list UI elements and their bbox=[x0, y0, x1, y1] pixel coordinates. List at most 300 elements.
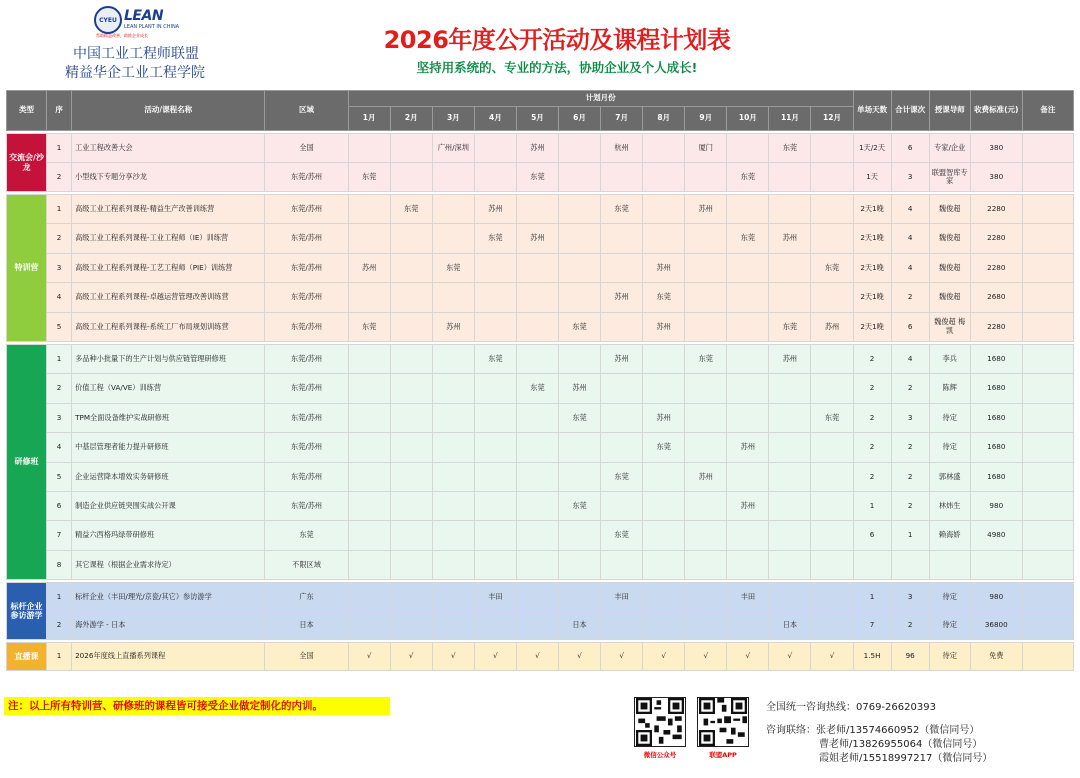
app-qr-code[interactable] bbox=[697, 697, 749, 747]
month-cell: 东莞 bbox=[516, 163, 558, 192]
month-cell bbox=[643, 195, 685, 224]
month-cell bbox=[811, 433, 853, 462]
course-name-cell: 企业运营降本增效实务研修班 bbox=[72, 462, 265, 491]
fee-cell: 2280 bbox=[970, 253, 1022, 282]
month-cell bbox=[559, 163, 601, 192]
month-cell: √ bbox=[601, 643, 643, 671]
month-cell bbox=[348, 195, 390, 224]
month-cell bbox=[811, 163, 853, 192]
month-cell: 东莞 bbox=[348, 163, 390, 192]
sessions-cell: 3 bbox=[891, 583, 929, 612]
remark-cell bbox=[1022, 224, 1073, 253]
wechat-qr-code[interactable] bbox=[634, 697, 686, 747]
contact-person-1: 咨询联络：张老师/13574660952（微信同号） bbox=[766, 725, 980, 736]
month-cell: 东莞 bbox=[727, 163, 769, 192]
month-cell bbox=[516, 611, 558, 640]
course-name-cell: 小型线下专题分享沙龙 bbox=[72, 163, 265, 192]
days-cell: 2天1晚 bbox=[853, 224, 891, 253]
month-cell bbox=[685, 433, 727, 462]
table-row bbox=[7, 521, 1074, 550]
month-cell bbox=[474, 374, 516, 403]
month-cell bbox=[474, 521, 516, 550]
days-cell: 2 bbox=[853, 403, 891, 432]
month-cell bbox=[769, 491, 811, 520]
month-cell bbox=[432, 403, 474, 432]
table-row bbox=[7, 433, 1074, 462]
fee-cell: 1680 bbox=[970, 433, 1022, 462]
month-cell bbox=[769, 163, 811, 192]
month-cell bbox=[685, 374, 727, 403]
month-cell: √ bbox=[727, 643, 769, 671]
month-cell bbox=[685, 550, 727, 579]
month-cell: 东莞 bbox=[601, 195, 643, 224]
month-cell bbox=[643, 374, 685, 403]
month-cell bbox=[516, 195, 558, 224]
month-cell: 东莞 bbox=[601, 462, 643, 491]
course-name-cell: 高级工业工程系列课程-工艺工程师（PIE）训练营 bbox=[72, 253, 265, 282]
month-cell bbox=[685, 283, 727, 312]
course-name-cell: 其它课程（根据企业需求待定） bbox=[72, 550, 265, 579]
region-cell: 东莞/苏州 bbox=[265, 253, 348, 282]
month-cell bbox=[811, 195, 853, 224]
teacher-cell bbox=[929, 550, 970, 579]
month-cell bbox=[390, 134, 432, 163]
month-cell: 苏州 bbox=[474, 195, 516, 224]
month-cell bbox=[811, 491, 853, 520]
month-cell bbox=[348, 374, 390, 403]
month-cell: 日本 bbox=[559, 611, 601, 640]
course-name-cell: 高级工业工程系列课程-精益生产改善训练营 bbox=[72, 195, 265, 224]
remark-cell bbox=[1022, 403, 1073, 432]
month-cell bbox=[769, 195, 811, 224]
month-cell: √ bbox=[390, 643, 432, 671]
month-cell bbox=[559, 521, 601, 550]
month-cell bbox=[559, 433, 601, 462]
days-cell: 2天1晚 bbox=[853, 312, 891, 341]
month-cell bbox=[390, 433, 432, 462]
category-cell: 直播课 bbox=[7, 643, 47, 671]
seq-cell: 5 bbox=[47, 312, 72, 341]
seq-cell: 1 bbox=[47, 134, 72, 163]
course-name-cell: 价值工程（VA/VE）训练营 bbox=[72, 374, 265, 403]
month-cell bbox=[390, 462, 432, 491]
month-cell: 苏州 bbox=[601, 344, 643, 373]
month-cell bbox=[769, 433, 811, 462]
customization-note: 注：以上所有特训营、研修班的课程皆可接受企业做定制化的内训。 bbox=[4, 697, 390, 715]
table-row bbox=[7, 550, 1074, 579]
category-cell: 研修班 bbox=[7, 344, 47, 579]
month-cell bbox=[769, 283, 811, 312]
teacher-cell: 待定 bbox=[929, 433, 970, 462]
teacher-cell: 魏俊超 bbox=[929, 253, 970, 282]
region-cell: 不限区域 bbox=[265, 550, 348, 579]
seq-cell: 3 bbox=[47, 253, 72, 282]
teacher-cell: 待定 bbox=[929, 611, 970, 640]
col-month: 11月 bbox=[769, 107, 811, 131]
page-subtitle: 坚持用系统的、专业的方法，协助企业及个人成长! bbox=[416, 60, 698, 75]
col-region: 区域 bbox=[265, 91, 348, 131]
month-cell bbox=[390, 283, 432, 312]
month-cell: √ bbox=[348, 643, 390, 671]
remark-cell bbox=[1022, 374, 1073, 403]
month-cell: 东莞 bbox=[474, 224, 516, 253]
month-cell bbox=[516, 521, 558, 550]
col-teacher: 授课导师 bbox=[929, 91, 970, 131]
month-cell bbox=[811, 583, 853, 612]
sessions-cell: 1 bbox=[891, 521, 929, 550]
fee-cell: 免费 bbox=[970, 643, 1022, 671]
month-cell bbox=[727, 403, 769, 432]
month-cell bbox=[727, 312, 769, 341]
month-cell: 东莞 bbox=[727, 224, 769, 253]
month-cell bbox=[474, 462, 516, 491]
month-cell: 苏州 bbox=[559, 374, 601, 403]
month-cell bbox=[348, 521, 390, 550]
remark-cell bbox=[1022, 462, 1073, 491]
remark-cell bbox=[1022, 253, 1073, 282]
month-cell bbox=[432, 344, 474, 373]
table-row bbox=[7, 344, 1074, 373]
month-cell: 苏州 bbox=[769, 224, 811, 253]
seq-cell: 7 bbox=[47, 521, 72, 550]
region-cell: 全国 bbox=[265, 134, 348, 163]
month-cell bbox=[559, 462, 601, 491]
month-cell bbox=[811, 611, 853, 640]
region-cell: 东莞/苏州 bbox=[265, 283, 348, 312]
month-cell bbox=[643, 462, 685, 491]
month-cell bbox=[601, 611, 643, 640]
month-cell bbox=[432, 491, 474, 520]
month-cell bbox=[811, 462, 853, 491]
seq-cell: 4 bbox=[47, 283, 72, 312]
logo-subtitle: LEAN PLANT IN CHINA bbox=[124, 24, 180, 30]
teacher-cell: 待定 bbox=[929, 403, 970, 432]
table-row bbox=[7, 134, 1074, 163]
days-cell: 1天/2天 bbox=[853, 134, 891, 163]
month-cell bbox=[643, 583, 685, 612]
days-cell bbox=[853, 550, 891, 579]
teacher-cell: 陈辉 bbox=[929, 374, 970, 403]
col-month: 4月 bbox=[474, 107, 516, 131]
month-cell bbox=[601, 550, 643, 579]
days-cell: 1.5H bbox=[853, 643, 891, 671]
seq-cell: 2 bbox=[47, 224, 72, 253]
month-cell: 苏州 bbox=[516, 134, 558, 163]
month-cell bbox=[727, 374, 769, 403]
remark-cell bbox=[1022, 643, 1073, 671]
table-row bbox=[7, 643, 1074, 671]
course-name-cell: 标杆企业（丰田/理光/京瓷/其它）参访游学 bbox=[72, 583, 265, 612]
seq-cell: 6 bbox=[47, 491, 72, 520]
col-month: 2月 bbox=[390, 107, 432, 131]
month-cell bbox=[516, 344, 558, 373]
month-cell bbox=[348, 583, 390, 612]
sessions-cell: 4 bbox=[891, 195, 929, 224]
fee-cell: 2280 bbox=[970, 312, 1022, 341]
logo-wordmark: LEAN bbox=[124, 8, 164, 24]
month-cell bbox=[769, 403, 811, 432]
col-month: 3月 bbox=[432, 107, 474, 131]
month-cell bbox=[432, 283, 474, 312]
month-cell bbox=[727, 611, 769, 640]
month-cell bbox=[474, 491, 516, 520]
fee-cell: 2280 bbox=[970, 195, 1022, 224]
days-cell: 7 bbox=[853, 611, 891, 640]
month-cell bbox=[643, 491, 685, 520]
page-title: 2026年度公开活动及课程计划表 bbox=[383, 26, 731, 54]
seq-cell: 1 bbox=[47, 583, 72, 612]
month-cell bbox=[601, 491, 643, 520]
month-cell bbox=[516, 462, 558, 491]
sessions-cell: 4 bbox=[891, 224, 929, 253]
month-cell bbox=[727, 134, 769, 163]
region-cell: 东莞/苏州 bbox=[265, 312, 348, 341]
month-cell bbox=[516, 550, 558, 579]
month-cell bbox=[559, 283, 601, 312]
sessions-cell: 96 bbox=[891, 643, 929, 671]
month-cell bbox=[474, 433, 516, 462]
month-cell: 苏州 bbox=[432, 312, 474, 341]
month-cell: 厦门 bbox=[685, 134, 727, 163]
col-name: 活动/课程名称 bbox=[72, 91, 265, 131]
month-cell: √ bbox=[516, 643, 558, 671]
region-cell: 东莞 bbox=[265, 521, 348, 550]
month-cell bbox=[643, 521, 685, 550]
month-cell bbox=[727, 195, 769, 224]
month-cell bbox=[769, 253, 811, 282]
month-cell bbox=[348, 224, 390, 253]
month-cell: √ bbox=[685, 643, 727, 671]
course-name-cell: 海外游学 - 日本 bbox=[72, 611, 265, 640]
sessions-cell bbox=[891, 550, 929, 579]
month-cell: 苏州 bbox=[811, 312, 853, 341]
table-row bbox=[7, 195, 1074, 224]
days-cell: 2 bbox=[853, 374, 891, 403]
col-type: 类型 bbox=[7, 91, 47, 131]
month-cell bbox=[811, 344, 853, 373]
month-cell: 东莞 bbox=[559, 491, 601, 520]
days-cell: 1 bbox=[853, 491, 891, 520]
month-cell bbox=[685, 224, 727, 253]
seq-cell: 5 bbox=[47, 462, 72, 491]
month-cell bbox=[348, 491, 390, 520]
fee-cell: 980 bbox=[970, 583, 1022, 612]
course-name-cell: 多品种小批量下的生产计划与供应链管理研修班 bbox=[72, 344, 265, 373]
table-row bbox=[7, 611, 1074, 640]
days-cell: 1天 bbox=[853, 163, 891, 192]
col-fee: 收费标准(元) bbox=[970, 91, 1022, 131]
month-cell: 苏州 bbox=[601, 283, 643, 312]
month-cell bbox=[727, 550, 769, 579]
month-cell bbox=[390, 521, 432, 550]
col-remark: 备注 bbox=[1022, 91, 1073, 131]
course-name-cell: 2026年度线上直播系列课程 bbox=[72, 643, 265, 671]
course-name-cell: 精益六西格玛绿带研修班 bbox=[72, 521, 265, 550]
month-cell: 丰田 bbox=[474, 583, 516, 612]
remark-cell bbox=[1022, 521, 1073, 550]
month-cell bbox=[432, 550, 474, 579]
month-cell bbox=[390, 374, 432, 403]
fee-cell: 380 bbox=[970, 134, 1022, 163]
course-name-cell: 高级工业工程系列课程-卓越运营管理改善训练营 bbox=[72, 283, 265, 312]
teacher-cell: 联盟智库专家 bbox=[929, 163, 970, 192]
org-name-line2: 精益华企工业工程学院 bbox=[65, 65, 205, 81]
month-cell: 东莞 bbox=[643, 433, 685, 462]
month-cell bbox=[348, 134, 390, 163]
region-cell: 东莞/苏州 bbox=[265, 403, 348, 432]
month-cell bbox=[390, 253, 432, 282]
seq-cell: 1 bbox=[47, 195, 72, 224]
fee-cell: 36800 bbox=[970, 611, 1022, 640]
col-plan-month: 计划月份 bbox=[348, 91, 853, 107]
month-cell bbox=[390, 163, 432, 192]
month-cell bbox=[601, 433, 643, 462]
month-cell: 东莞 bbox=[516, 374, 558, 403]
month-cell bbox=[432, 611, 474, 640]
course-name-cell: 中基层管理者能力提升研修班 bbox=[72, 433, 265, 462]
table-row bbox=[7, 283, 1074, 312]
month-cell: 东莞 bbox=[559, 403, 601, 432]
logo-slogan: 帮助精益改善，助推企业成长 bbox=[96, 33, 148, 38]
month-cell: 苏州 bbox=[685, 462, 727, 491]
col-month: 10月 bbox=[727, 107, 769, 131]
month-cell: 苏州 bbox=[643, 253, 685, 282]
month-cell bbox=[390, 403, 432, 432]
teacher-cell: 待定 bbox=[929, 583, 970, 612]
month-cell bbox=[601, 163, 643, 192]
month-cell: 杭州 bbox=[601, 134, 643, 163]
month-cell bbox=[811, 550, 853, 579]
category-cell: 特训营 bbox=[7, 195, 47, 342]
fee-cell: 1680 bbox=[970, 374, 1022, 403]
month-cell bbox=[474, 312, 516, 341]
month-cell bbox=[390, 583, 432, 612]
sessions-cell: 3 bbox=[891, 163, 929, 192]
month-cell bbox=[685, 312, 727, 341]
remark-cell bbox=[1022, 195, 1073, 224]
sessions-cell: 2 bbox=[891, 433, 929, 462]
wechat-qr-label: 微信公众号 bbox=[643, 751, 677, 759]
sessions-cell: 4 bbox=[891, 344, 929, 373]
sessions-cell: 2 bbox=[891, 374, 929, 403]
month-cell bbox=[685, 611, 727, 640]
remark-cell bbox=[1022, 611, 1073, 640]
month-cell bbox=[348, 550, 390, 579]
month-cell bbox=[727, 521, 769, 550]
month-cell bbox=[601, 403, 643, 432]
table-row bbox=[7, 403, 1074, 432]
days-cell: 2 bbox=[853, 433, 891, 462]
remark-cell bbox=[1022, 163, 1073, 192]
month-cell: 苏州 bbox=[516, 224, 558, 253]
qr-code-icon bbox=[698, 698, 748, 746]
month-cell bbox=[516, 583, 558, 612]
month-cell: 东莞 bbox=[348, 312, 390, 341]
month-cell bbox=[643, 550, 685, 579]
month-cell bbox=[348, 403, 390, 432]
month-cell: √ bbox=[769, 643, 811, 671]
month-cell: 苏州 bbox=[727, 491, 769, 520]
month-cell bbox=[685, 163, 727, 192]
month-cell: 苏州 bbox=[769, 344, 811, 373]
seq-cell: 3 bbox=[47, 403, 72, 432]
month-cell bbox=[516, 491, 558, 520]
month-cell bbox=[474, 134, 516, 163]
fee-cell: 380 bbox=[970, 163, 1022, 192]
region-cell: 日本 bbox=[265, 611, 348, 640]
teacher-cell: 李兵 bbox=[929, 344, 970, 373]
month-cell bbox=[601, 374, 643, 403]
month-cell bbox=[348, 462, 390, 491]
month-cell: 苏州 bbox=[643, 312, 685, 341]
month-cell bbox=[685, 403, 727, 432]
sessions-cell: 6 bbox=[891, 134, 929, 163]
contact-person-3: 霞姐老师/15518997217（微信同号） bbox=[819, 753, 993, 764]
days-cell: 2天1晚 bbox=[853, 283, 891, 312]
remark-cell bbox=[1022, 491, 1073, 520]
month-cell: √ bbox=[811, 643, 853, 671]
sessions-cell: 3 bbox=[891, 403, 929, 432]
month-cell bbox=[643, 224, 685, 253]
month-cell bbox=[643, 134, 685, 163]
month-cell bbox=[811, 283, 853, 312]
fee-cell: 4980 bbox=[970, 521, 1022, 550]
seq-cell: 2 bbox=[47, 374, 72, 403]
fee-cell bbox=[970, 550, 1022, 579]
month-cell bbox=[769, 583, 811, 612]
fee-cell: 1680 bbox=[970, 403, 1022, 432]
remark-cell bbox=[1022, 312, 1073, 341]
region-cell: 东莞/苏州 bbox=[265, 491, 348, 520]
region-cell: 东莞/苏州 bbox=[265, 462, 348, 491]
month-cell bbox=[559, 344, 601, 373]
days-cell: 1 bbox=[853, 583, 891, 612]
month-cell bbox=[432, 583, 474, 612]
sessions-cell: 4 bbox=[891, 253, 929, 282]
month-cell bbox=[559, 224, 601, 253]
month-cell bbox=[348, 433, 390, 462]
month-cell bbox=[390, 491, 432, 520]
month-cell bbox=[811, 374, 853, 403]
teacher-cell: 赖海娇 bbox=[929, 521, 970, 550]
col-month: 5月 bbox=[516, 107, 558, 131]
month-cell bbox=[811, 134, 853, 163]
logo-emblem: CYEU bbox=[94, 6, 122, 34]
category-cell: 标杆企业参访游学 bbox=[7, 583, 47, 640]
month-cell bbox=[390, 344, 432, 373]
teacher-cell: 魏俊超 梅 凯 bbox=[929, 312, 970, 341]
month-cell: 日本 bbox=[769, 611, 811, 640]
region-cell: 东莞/苏州 bbox=[265, 344, 348, 373]
month-cell: √ bbox=[559, 643, 601, 671]
region-cell: 东莞/苏州 bbox=[265, 224, 348, 253]
teacher-cell: 郭林盛 bbox=[929, 462, 970, 491]
sessions-cell: 2 bbox=[891, 283, 929, 312]
month-cell bbox=[685, 521, 727, 550]
month-cell bbox=[432, 433, 474, 462]
seq-cell: 8 bbox=[47, 550, 72, 579]
col-month: 6月 bbox=[559, 107, 601, 131]
month-cell: 苏州 bbox=[643, 403, 685, 432]
region-cell: 东莞/苏州 bbox=[265, 374, 348, 403]
seq-cell: 1 bbox=[47, 643, 72, 671]
month-cell bbox=[474, 550, 516, 579]
table-header bbox=[7, 91, 1074, 131]
month-cell bbox=[516, 253, 558, 282]
month-cell bbox=[727, 462, 769, 491]
month-cell: 东莞 bbox=[769, 134, 811, 163]
sessions-cell: 6 bbox=[891, 312, 929, 341]
